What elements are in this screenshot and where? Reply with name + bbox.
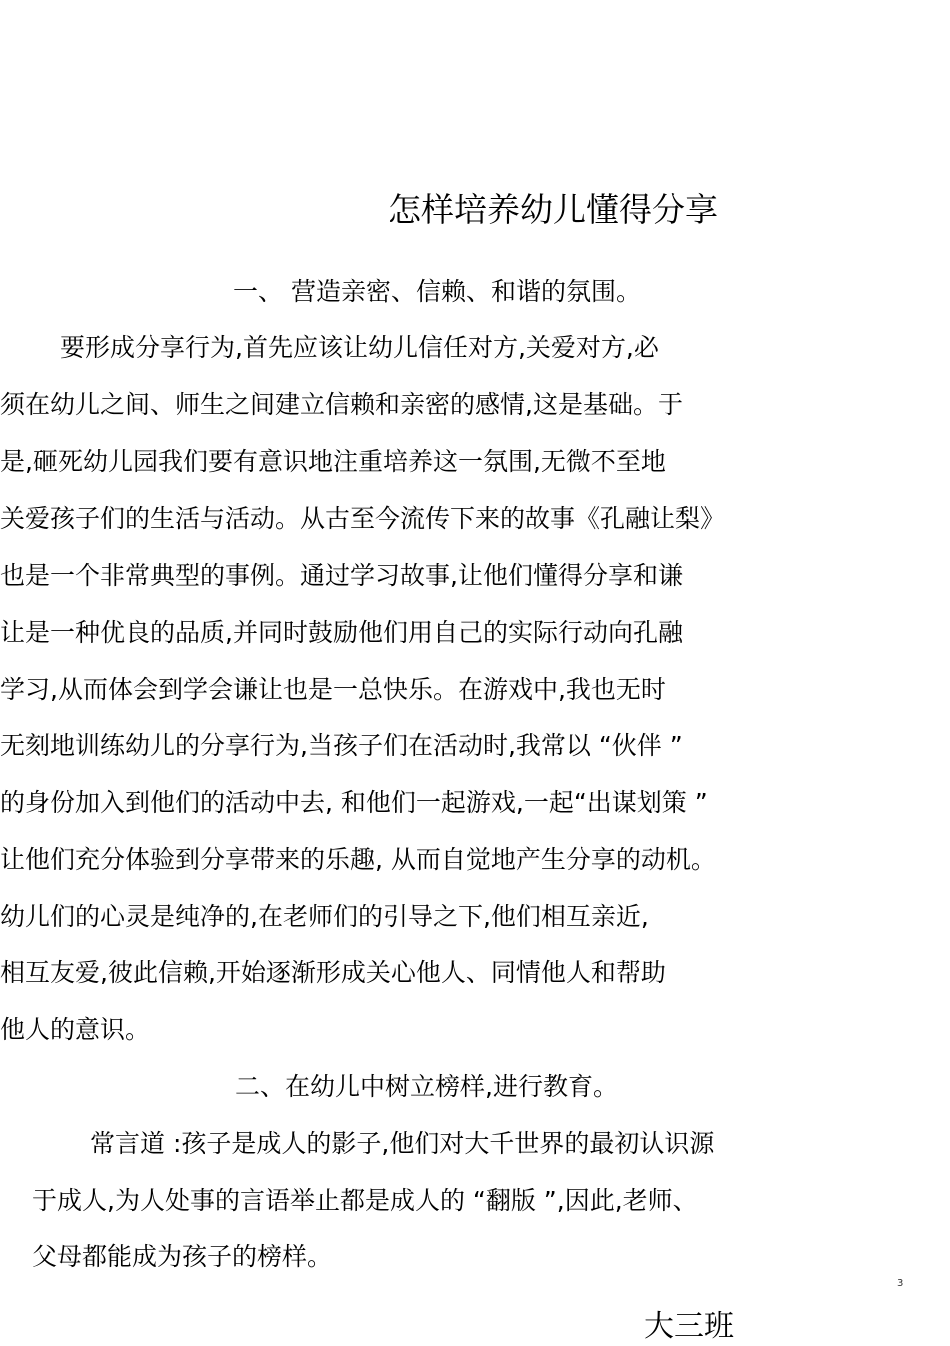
section1-line: 无刻地训练幼儿的分享行为,当孩子们在活动时,我常以 “伙伴 ” [0, 731, 683, 760]
section2-line: 常言道 :孩子是成人的影子,他们对大千世界的最初认识源 [90, 1129, 715, 1158]
section1-heading: 一、 营造亲密、信赖、和谐的氛围。 [233, 277, 641, 306]
section1-line: 学习,从而体会到学会谦让也是一总快乐。在游戏中,我也无时 [0, 675, 666, 704]
class-name: 大三班 [644, 1309, 734, 1344]
section2-heading: 二、在幼儿中树立榜样,进行教育。 [235, 1072, 618, 1101]
section2-line: 于成人,为人处事的言语举止都是成人的 “翻版 ”,因此,老师、 [32, 1186, 698, 1215]
section1-line: 也是一个非常典型的事例。通过学习故事,让他们懂得分享和谦 [0, 561, 683, 590]
section1-line: 关爱孩子们的生活与活动。从古至今流传下来的故事《孔融让梨》 [0, 504, 726, 533]
section2-line: 父母都能成为孩子的榜样。 [32, 1242, 333, 1271]
section1-line: 是,砸死幼儿园我们要有意识地注重培养这一氛围,无微不至地 [0, 447, 666, 476]
section1-line: 要形成分享行为,首先应该让幼儿信任对方,关爱对方,必 [60, 333, 659, 362]
section1-line: 须在幼儿之间、师生之间建立信赖和亲密的感情,这是基础。于 [0, 390, 683, 419]
document-title: 怎样培养幼儿懂得分享 [388, 190, 718, 229]
section1-line: 的身份加入到他们的活动中去, 和他们一起游戏,一起“出谋划策 ” [0, 788, 708, 817]
page-number: 3 [897, 1278, 904, 1289]
section1-line: 幼儿们的心灵是纯净的,在老师们的引导之下,他们相互亲近, [0, 902, 649, 931]
section1-line: 他人的意识。 [0, 1015, 151, 1044]
section1-line: 让他们充分体验到分享带来的乐趣, 从而自觉地产生分享的动机。 [0, 845, 716, 874]
section1-line: 相互友爱,彼此信赖,开始逐渐形成关心他人、同情他人和帮助 [0, 958, 666, 987]
section1-line: 让是一种优良的品质,并同时鼓励他们用自己的实际行动向孔融 [0, 618, 683, 647]
